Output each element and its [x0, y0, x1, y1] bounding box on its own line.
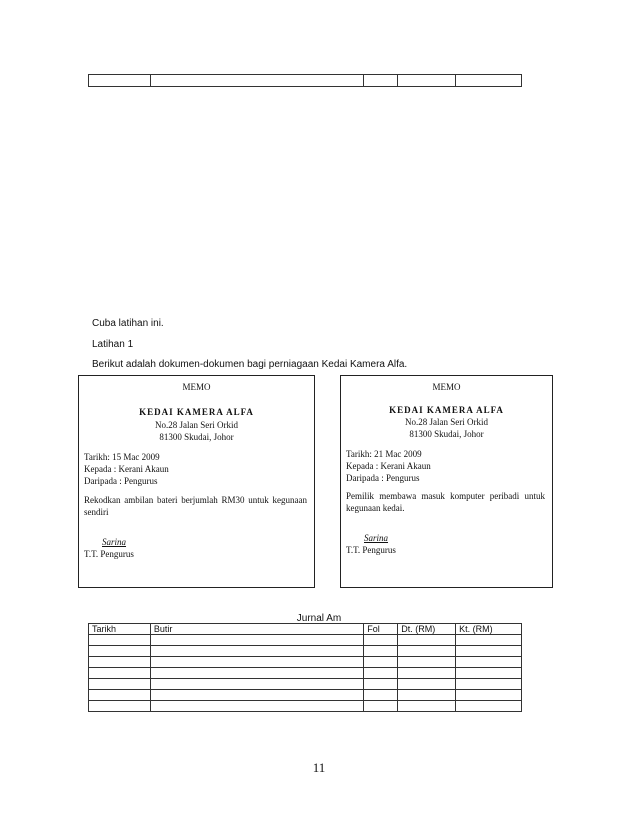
memo-address-line-1: No.28 Jalan Seri Orkid	[155, 420, 238, 430]
memo-date: Tarikh: 15 Mac 2009	[84, 452, 160, 462]
table-row	[89, 635, 522, 646]
memo-address-line-1: No.28 Jalan Seri Orkid	[405, 417, 488, 427]
table-row	[89, 668, 522, 679]
memo-body: Pemilik membawa masuk komputer peribadi untuk kegunaan kedai.	[346, 491, 545, 513]
memo-to: Kepada : Kerani Akaun	[84, 464, 169, 474]
column-header-date: Tarikh	[89, 624, 151, 635]
journal-table	[88, 623, 522, 712]
memo-sign-title: T.T. Pengurus	[84, 549, 134, 559]
column-header-credit: Kt. (RM)	[456, 624, 522, 635]
memo-address-line-2: 81300 Skudai, Johor	[409, 429, 484, 439]
memo-from: Daripada : Pengurus	[346, 473, 420, 483]
memo-body: Rekodkan ambilan bateri berjumlah RM30 untuk kegunaan sendiri	[84, 495, 307, 517]
table-row	[89, 646, 522, 657]
column-header-folio: Fol	[364, 624, 398, 635]
memo-date: Tarikh: 21 Mac 2009	[346, 449, 422, 459]
memo-from: Daripada : Pengurus	[84, 476, 158, 486]
exercise-description: Berikut adalah dokumen-dokumen bagi perniagaan Kedai Kamera Alfa.	[92, 359, 408, 370]
table-row	[89, 690, 522, 701]
exercise-heading: Latihan 1	[92, 339, 134, 350]
memo-company: KEDAI KAMERA ALFA	[389, 405, 504, 415]
journal-header-row	[89, 624, 522, 635]
memo-address-line-2: 81300 Skudai, Johor	[159, 432, 234, 442]
memo-signature: Sarina	[102, 537, 127, 547]
page-number: 11	[312, 760, 326, 775]
memo-company: KEDAI KAMERA ALFA	[139, 407, 254, 417]
memo-to: Kepada : Kerani Akaun	[346, 461, 431, 471]
memo-sign-title: T.T. Pengurus	[346, 545, 396, 555]
memo-left	[78, 375, 315, 588]
memo-title: MEMO	[182, 382, 211, 392]
previous-journal-table	[88, 74, 522, 87]
memo-signature: Sarina	[364, 533, 389, 543]
column-header-particulars: Butir	[150, 624, 363, 635]
table-row	[89, 657, 522, 668]
memo-right	[340, 375, 553, 588]
memo-title: MEMO	[432, 382, 461, 392]
column-header-debit: Dt. (RM)	[398, 624, 456, 635]
table-row	[89, 701, 522, 712]
table-row	[89, 679, 522, 690]
instruction-text: Cuba latihan ini.	[92, 318, 164, 329]
journal-title: Jurnal Am	[296, 613, 342, 624]
table-row	[89, 75, 522, 87]
